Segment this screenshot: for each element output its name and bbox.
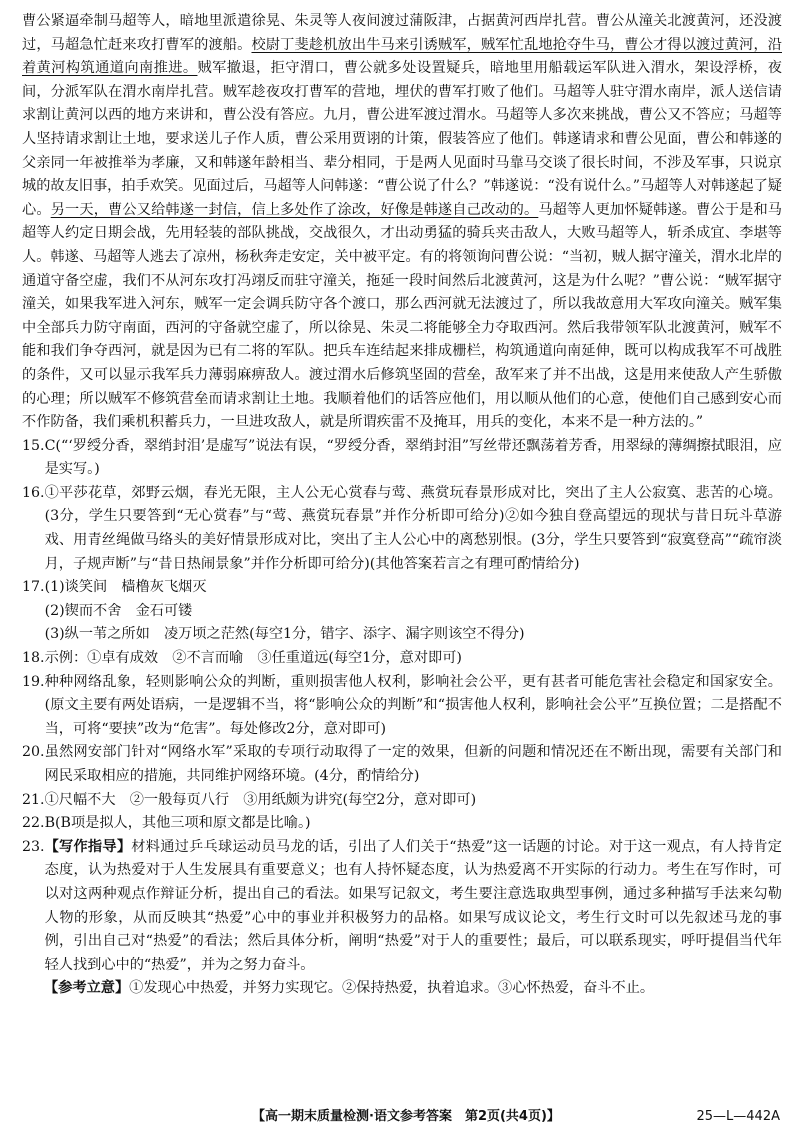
answer-line: (3)纵一苇之所如 凌万顷之茫然(每空1分，错字、添字、漏字则该空不得分) xyxy=(44,626,525,643)
answer-number: 23. xyxy=(22,838,45,855)
answer-text: 虽然网安部门针对“网络水军”采取的专项行动取得了一定的效果，但新的问题和情况还在不断出现，需要有关部门和网民采取相应的措施，共同维护网络环境。(4分，酌情给分) xyxy=(44,744,782,784)
answer-text: C(“‘罗绶分香，翠绡封泪’是虚写”说法有误，“罗绶分香，翠绡封泪”写丝带还飘荡着芳香，用翠绿的薄绸擦拭眼泪，应是实写。) xyxy=(44,437,782,478)
answer-17 xyxy=(22,576,782,647)
footer-title: 【高一期末质量检测·语文参考答案 第2页(共4页)】 xyxy=(252,1109,560,1124)
answer-16 xyxy=(22,482,782,576)
reference-ideas xyxy=(44,977,782,1001)
passage-seg1: 曹公紧逼牵制马超等人，暗地里派遣徐晃、朱灵等人夜间渡过蒲阪津，占据黄河西岸扎营。曹公从潼关北渡黄河，还没渡过，马超急忙赶来攻打曹军的渡船。 xyxy=(22,13,782,53)
answer-18 xyxy=(22,647,782,671)
writing-guide-text: 材料通过乒乓球运动员马龙的话，引出了人们关于“热爱”这一话题的讨论。对于这一观点，有人持肯定态度，认为热爱对于人生发展具有重要意义；也有人持怀疑态度，认为热爱离不开实际的行动力。考生在写作时，可以对这两种观点作辩证分析，提出自己的看法。如果写记叙文，考生要注意选取典型事例，通过多种描写手法来勾勒人物的形象，从而反映其“热爱”心中的事业并积极努力的品格。如果写成议论文，考生行文时可以先叙述马龙的事例，引出自己对“热爱”的看法；然后具体分析，阐明“热爱”对于人的重要性；最后，可以联系现实，呼吁提倡当代年轻人找到心中的“热爱”，并为之努力奋斗。 xyxy=(44,838,782,973)
answer-lines xyxy=(45,576,782,647)
answer-line: (1)谈笑间 樯橹灰飞烟灭 xyxy=(44,579,207,596)
answer-15 xyxy=(22,435,782,482)
page-footer xyxy=(22,1106,780,1128)
answer-number: 18. xyxy=(22,650,45,667)
translation-passage xyxy=(22,10,782,435)
answer-23 xyxy=(22,836,782,978)
passage-seg5: 马超等人更加怀疑韩遂。曹公于是和马超等人约定日期会战，先用轻装的部队挑战，交战很久，才出动勇猛的骑兵夹击敌人，大败马超等人，斩杀成宜、李堪等人。韩遂、马超等人逃去了凉州，杨秋奔走安定，关中被平定。有的将领询问曹公说：“当初，贼人据守潼关，渭水北岸的通道守备空虚，我们不从河东攻打冯翊反而驻守潼关，拖延一段时间然后北渡黄河，这是为什么呢？”曹公说：“贼军据守潼关，如果我军进入河东，贼军一定会调兵防守各个渡口，那么西河就无法渡过了，所以我故意用大军攻向潼关。贼军集中全部兵力防守南面，西河的守备就空虚了，所以徐晃、朱灵二将能够全力夺取西河。然后我带领军队北渡黄河，贼军不能和我们争夺西河，就是因为已有二将的军队。把兵车连结起来排成栅栏，构筑通道向南延伸，既可以构成我军不可战胜的条件，又可以显示我军兵力薄弱麻痹敌人。渡过渭水后修筑坚固的营垒，敌军来了并不出战，这是用来使敌人产生骄傲的心理；所以贼军不修筑营垒而请求割让土地。我顺着他们的话答应他们，用以顺从他们的心意，使他们自己感到安心而不作防备，我们乘机积蓄兵力，一旦进攻敌人，就是所谓疾雷不及掩耳，用兵的变化，本来不是一种方法的。” xyxy=(22,201,782,431)
footer-code: 25—L—442A xyxy=(696,1109,780,1124)
answer-line: (2)锲而不舍 金石可镂 xyxy=(44,602,193,619)
answer-number: 16. xyxy=(22,484,45,501)
passage-seg3: 贼军撤退，拒守渭口，曹公就多处设置疑兵，暗地里用船载运军队进入渭水，架设浮桥，夜间，分派军队在渭水南岸扎营。贼军趁夜攻打曹军的营地，埋伏的曹军打败了他们。马超等人驻守渭水南岸，派人送信请求割让黄河以西的地方来讲和，曹公没有答应。九月，曹公进军渡过渭水。马超等人多次来挑战，曹公又不答应；马超等人坚持请求割让土地，要求送儿子作人质，曹公采用贾诩的计策，假装答应了他们。韩遂请求和曹公见面，曹公和韩遂的父亲同一年被推举为孝廉，又和韩遂年龄相当、辈分相同，于是两人见面时马靠马交谈了很长时间，不涉及军事，只说京城的故友旧事，拍手欢笑。见面过后，马超等人问韩遂：“曹公说了什么？”韩遂说：“没有说什么。”马超等人对韩遂起了疑心。 xyxy=(22,60,782,218)
answer-text: ①平莎花草，郊野云烟，春光无限，主人公无心赏春与莺、燕赏玩春景形成对比，突出了主人公寂寞、悲苦的心境。(3分，学生只要答到“无心赏春”与“莺、燕赏玩春景”并作分析即可给分)②如今独自登高望远的现状与昔日玩斗草游戏、用青丝绳做马络头的美好情景形成对比，突出了主人公心中的离愁别恨。(3分，学生只要答到“寂寞登高”“疏帘淡月，子规声断”与“昔日热闹景象”并作分析即可给分)(其他答案若言之有理可酌情给分) xyxy=(44,484,782,572)
reference-ideas-label: 【参考立意】 xyxy=(44,980,130,997)
answer-22 xyxy=(22,812,782,836)
answer-19 xyxy=(22,671,782,742)
answer-number: 19. xyxy=(22,673,45,690)
answer-text xyxy=(45,836,782,978)
answer-page xyxy=(22,10,782,1001)
answer-number: 20. xyxy=(22,744,45,761)
answer-text: ①尺幅不大 ②一般每页八行 ③用纸颇为讲究(每空2分，意对即可) xyxy=(44,791,477,808)
answer-text: B(B项是拟人，其他三项和原文都是比喻。) xyxy=(44,815,311,832)
answer-number: 22. xyxy=(22,815,45,832)
answer-20 xyxy=(22,741,782,788)
answer-number: 17. xyxy=(22,579,45,596)
writing-guide-label: 【写作指导】 xyxy=(44,838,132,855)
answer-number: 21. xyxy=(22,791,45,808)
answer-number: 15. xyxy=(22,437,45,454)
answer-text: 示例：①卓有成效 ②不言而喻 ③任重道远(每空1分，意对即可) xyxy=(44,650,462,667)
reference-ideas-text: ①发现心中热爱，并努力实现它。②保持热爱，执着追求。③心怀热爱，奋斗不止。 xyxy=(129,980,655,997)
passage-underlined-1: 校尉丁斐趁机放出牛马来引诱贼军，贼军忙乱地抢夺牛马，曹公才得以渡过黄河，沿着黄河构筑通道向南推进。 xyxy=(22,36,782,77)
passage-underlined-2: 另一天，曹公又给韩遂一封信，信上多处作了涂改，好像是韩遂自己改动的。 xyxy=(50,201,539,218)
answer-text: 种种网络乱象，轻则影响公众的判断，重则损害他人权利，影响社会公平，更有甚者可能危害社会稳定和国家安全。(原文主要有两处语病，一是逻辑不当，将“影响公众的判断”和“损害他人权利，影响社会公平”互换位置；二是搭配不当，可将“要挟”改为“危害”。每处修改2分，意对即可) xyxy=(44,673,782,737)
answer-21 xyxy=(22,789,782,813)
